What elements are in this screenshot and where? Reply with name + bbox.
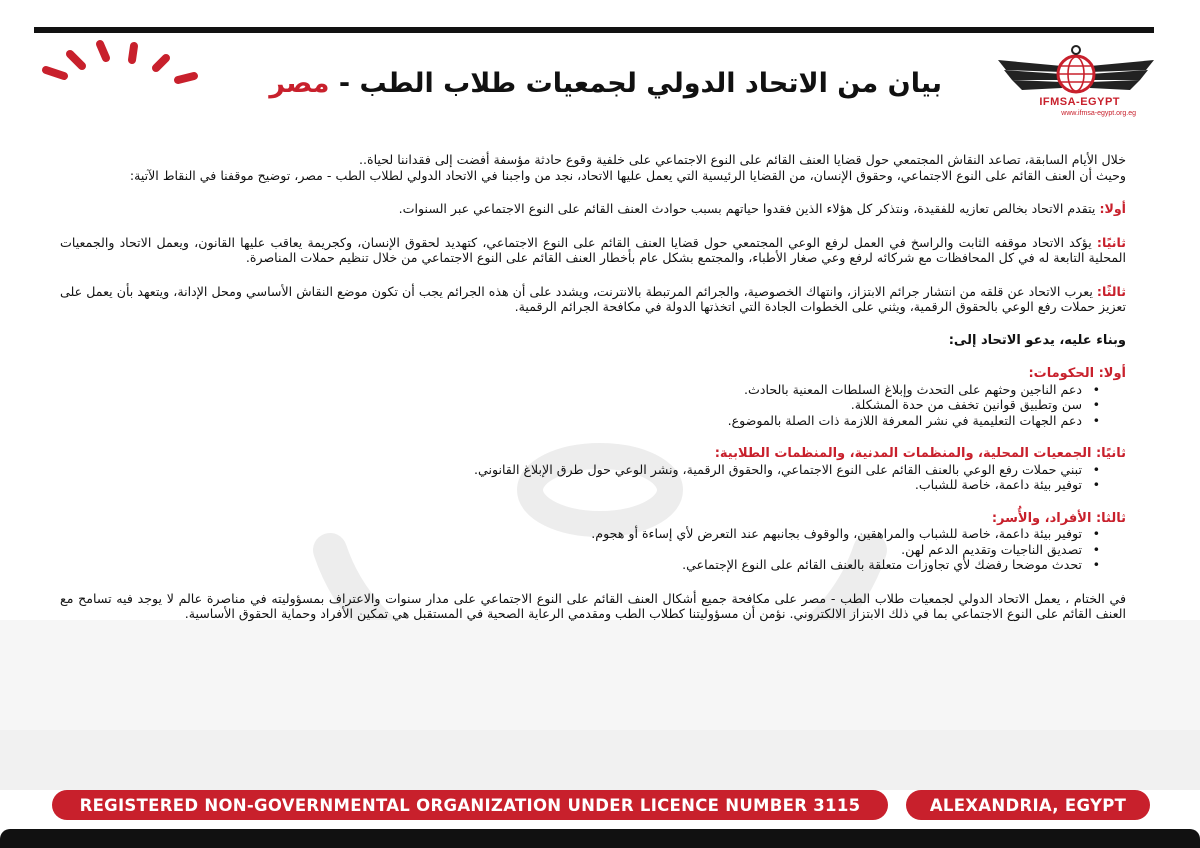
top-rule <box>34 27 1154 33</box>
point-1-lead: أولا: <box>1099 201 1126 216</box>
list-item: • توفير بيئة داعمة، خاصة للشباب والمراهقين، والوقوف بجانبهم عند التعرض لأي إساءة أو هجوم. <box>60 526 1126 542</box>
intro-paragraph-2: وحيث أن العنف القائم على النوع الاجتماعي، وحقوق الإنسان، من القضايا الرئيسية التي يعمل عليها الاتحاد، نجد من واجبنا في الاتحاد الدولي لطلاب الطب - مصر، توضيح موقفنا في النقاط الآتية: <box>129 167 1126 183</box>
point-3-lead: ثالثًا: <box>1096 283 1126 299</box>
call-3-list <box>60 526 1126 573</box>
list-item: • تحدث موضحا رفضك لأي تجاوزات متعلقة بالعنف القائم على النوع الإجتماعي. <box>60 557 1126 573</box>
title-country: مصر <box>269 68 330 99</box>
point-1 <box>60 201 1126 217</box>
point-2 <box>60 235 1126 266</box>
point-3-text: يعرب الاتحاد عن قلقه من انتشار جرائم الابتزاز، وانتهاك الخصوصية، والجرائم المرتبطة بالانترنت، ويشدد على أن هذه الجرائم يجب أن تكون موضع النقاش الأساسي ومحل الإدانة، ويتعهد بأن يعمل على تعزيز حملات رفع الوعي بالحقوق الرقمية، ويثني على الخطوات الجادة التي اتخذتها الدولة في مكافحة الجرائم الرقمية. <box>60 283 1126 314</box>
list-item: • تبني حملات رفع الوعي بالعنف القائم على النوع الاجتماعي، والحقوق الرقمية، ونشر الوعي حول طرق الإبلاغ القانوني. <box>60 462 1126 478</box>
list-item: • توفير بيئة داعمة، خاصة للشباب. <box>60 477 1126 493</box>
location-banner: ALEXANDRIA, EGYPT <box>906 790 1150 820</box>
call-2-heading: ثانيًا: الجمعيات المحلية، والمنظمات المدنية، والمنظمات الطلابية: <box>714 446 1126 461</box>
call-1-list <box>60 382 1126 429</box>
closing-paragraph: في الختام ، يعمل الاتحاد الدولي لجمعيات طلاب الطب - مصر على مكافحة جميع أشكال العنف القائم على النوع الاجتماعي على مدار سنوات والاعتراف بمسؤوليته في مناصرة عالم لا يوجد فيه تسامح مع العنف القائم على النوع الاجتماعي بما في ذلك الابتزاز الالكتروني. نؤمن أن مسؤوليتنا كطلاب الطب ومقدمي الرعاية الصحية في المستقبل هي تمكين الأفراد وحماية الحقوق الأساسية. <box>60 590 1126 621</box>
list-item: • سن وتطبيق قوانين تخفف من حدة المشكلة. <box>60 397 1126 413</box>
statement-body <box>60 152 1126 622</box>
point-1-text: يتقدم الاتحاد بخالص تعازيه للفقيدة، ونتذكر كل هؤلاء الذين فقدوا حياتهم بسبب حوادث العنف القائم على النوع الاجتماعي عبر السنوات. <box>398 201 1100 216</box>
point-2-lead: ثانيًا: <box>1096 234 1126 250</box>
call-2-list <box>60 462 1126 493</box>
call-heading: وبناء عليه، يدعو الاتحاد إلى: <box>948 332 1126 348</box>
page-title <box>269 68 942 99</box>
sunburst-decoration <box>30 36 210 96</box>
call-1-heading: أولا: الحكومات: <box>1028 366 1126 381</box>
point-2-text: يؤكد الاتحاد موقفه الثابت والراسخ في العمل لرفع الوعي المجتمعي حول قضايا العنف القائم على النوع الاجتماعي، كتهديد لحقوق الإنسان، وكجريمة يعاقب عليها القانون، ويعمل الاتحاد والجمعيات المحلية التابعة له في كل المحافظات مع شركائه لرفع وعي صغار الأطباء، والمجتمع بشكل عام بأخطار العنف القائم على النوع الاجتماعي من خلال تنظيم حملات المناصرة. <box>60 234 1126 265</box>
bottom-bar <box>0 829 1200 848</box>
intro-paragraph-1: خلال الأيام السابقة، تصاعد النقاش المجتمعي حول قضايا العنف القائم على النوع الاجتماعي على خلفية وقوع حادثة مؤسفة أفضت إلى فقداننا لحياة.. <box>358 152 1126 167</box>
list-item: • دعم الجهات التعليمية في نشر المعرفة اللازمة ذات الصلة بالموضوع. <box>60 413 1126 429</box>
licence-banner: REGISTERED NON-GOVERNMENTAL ORGANIZATION UNDER LICENCE NUMBER 3115 <box>52 790 888 820</box>
logo-name: IFMSA-EGYPT <box>1039 96 1120 108</box>
logo-url: www.ifmsa-egypt.org.eg <box>1061 110 1136 117</box>
point-3 <box>60 284 1126 315</box>
ifmsa-egypt-logo <box>996 40 1156 120</box>
list-item: • تصديق الناجيات وتقديم الدعم لهن. <box>60 542 1126 558</box>
title-main: بيان من الاتحاد الدولي لجمعيات طلاب الطب - <box>329 68 942 99</box>
call-3-heading: ثالثا: الأفراد، والأُسر: <box>991 510 1126 526</box>
list-item: • دعم الناجين وحثهم على التحدث وإبلاغ السلطات المعنية بالحادث. <box>60 382 1126 398</box>
